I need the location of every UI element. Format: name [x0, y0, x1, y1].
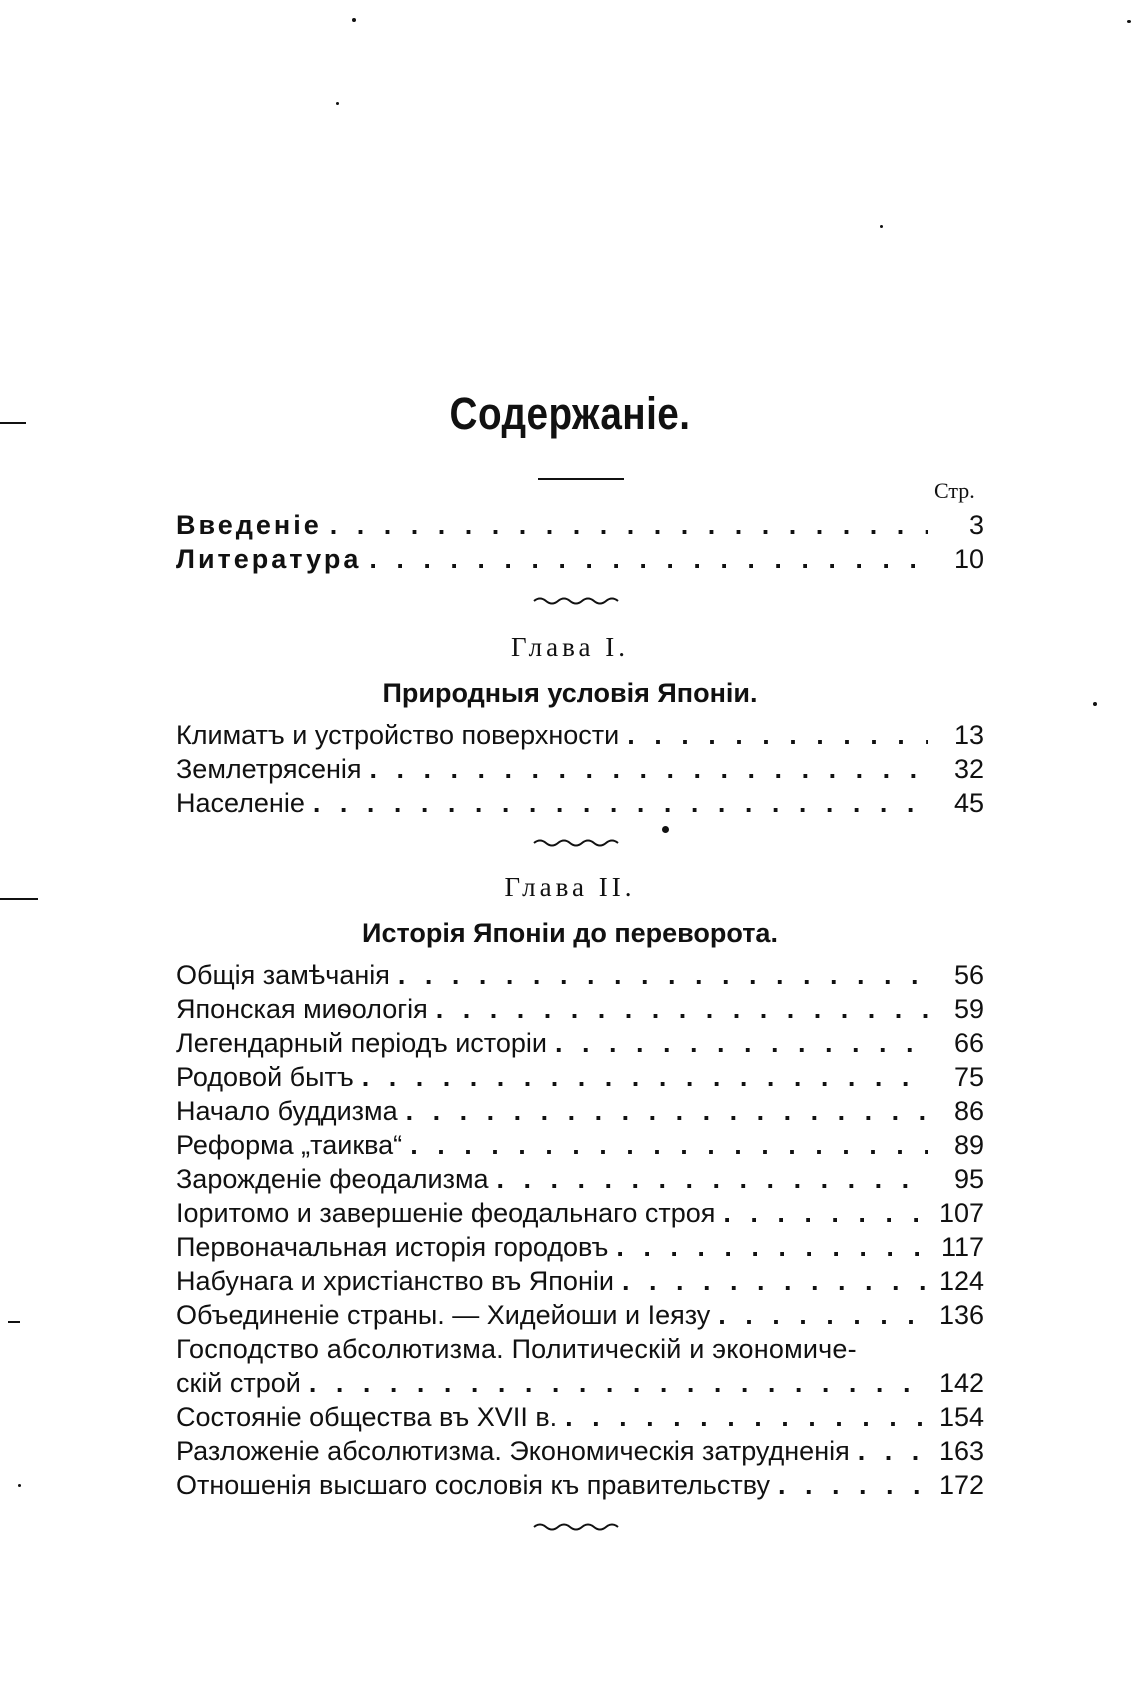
toc-entry-title: Состояніе общества въ XVII в. [176, 1402, 558, 1432]
leader-dots [390, 958, 928, 992]
toc-entry[interactable] [176, 992, 984, 1026]
page-column-label: Стр. [934, 478, 975, 503]
toc-entry-title: Зарожденіе феодализма [176, 1164, 489, 1194]
leader-dots [557, 1400, 928, 1434]
margin-mark [8, 1321, 20, 1323]
toc-entry-page: 136 [938, 1300, 984, 1330]
leader-dots [361, 542, 928, 576]
toc-entry-title: Разложеніе абсолютизма. Экономическія затрудненія [176, 1436, 850, 1466]
toc-entry-page: 86 [953, 1096, 984, 1126]
toc-entry[interactable] [176, 1060, 984, 1094]
speck [662, 826, 669, 833]
chapter-label: Глава I. [511, 632, 629, 662]
page-title: Содержаніе. [449, 388, 691, 439]
leader-dots [305, 786, 928, 820]
toc-entry-page: 45 [953, 788, 984, 818]
toc-entry-title: Отношенія высшаго сословія къ правительству [176, 1470, 770, 1500]
leader-dots [354, 1060, 928, 1094]
toc-entry[interactable] [176, 1264, 984, 1298]
squiggle-divider [532, 836, 624, 850]
toc-entry[interactable] [176, 1094, 984, 1128]
speck [352, 18, 356, 22]
leader-dots [301, 1366, 928, 1400]
toc-entry-title: Объединеніе страны. — Хидейоши и Іеязу [176, 1300, 711, 1330]
toc-entry-page: 154 [938, 1402, 984, 1432]
toc-entry[interactable] [176, 1026, 984, 1060]
toc-entry[interactable] [176, 752, 984, 786]
toc-entry-title: Родовой бытъ [176, 1062, 354, 1092]
toc-entry-page: 3 [968, 510, 984, 540]
title-rule [538, 478, 624, 480]
toc-entry-page: 13 [953, 720, 984, 750]
toc-entry[interactable] [176, 1162, 984, 1196]
toc-entry-page: 10 [953, 544, 984, 574]
leader-dots [614, 1264, 928, 1298]
toc-entry[interactable] [176, 958, 984, 992]
leader-dots [362, 752, 928, 786]
leader-dots [770, 1468, 928, 1502]
toc-entry-title: Начало буддизма [176, 1096, 398, 1126]
toc-entry-page: 117 [940, 1232, 984, 1262]
leader-dots [619, 718, 928, 752]
margin-mark [0, 422, 26, 424]
speck [18, 1484, 21, 1487]
toc-entry-page: 56 [953, 960, 984, 990]
speck [1127, 20, 1131, 23]
leader-dots [322, 508, 928, 542]
toc-entry-title: Землетрясенія [176, 754, 362, 784]
toc-entry[interactable] [176, 1298, 984, 1332]
toc-entry-title: Климатъ и устройство поверхности [176, 720, 620, 750]
toc-entry-page: 89 [953, 1130, 984, 1160]
squiggle-divider [532, 594, 624, 608]
leader-dots [402, 1128, 928, 1162]
toc-entry-title: Первоначальная исторія городовъ [176, 1232, 609, 1262]
toc-entry-page: 66 [953, 1028, 984, 1058]
toc-entry[interactable] [176, 1128, 984, 1162]
chapter-1-list [176, 718, 984, 820]
toc-entry[interactable] [176, 786, 984, 820]
toc-entry-title: Легендарный періодъ исторіи [176, 1028, 547, 1058]
leader-dots [710, 1298, 928, 1332]
toc-entry[interactable] [176, 1196, 984, 1230]
leader-dots [428, 992, 928, 1026]
toc-entry[interactable] [176, 542, 984, 576]
speck [336, 102, 339, 105]
toc-entry-page: 172 [938, 1470, 984, 1500]
toc-entry-page: 142 [938, 1368, 984, 1398]
intro-list [176, 508, 984, 576]
toc-entry-first-line[interactable] [176, 1332, 984, 1366]
toc-entry[interactable] [176, 1366, 984, 1400]
toc-entry[interactable] [176, 718, 984, 752]
leader-dots [850, 1434, 928, 1468]
toc-entry-page: 59 [953, 994, 984, 1024]
toc-entry[interactable] [176, 1230, 984, 1264]
toc-entry[interactable] [176, 1400, 984, 1434]
chapter-2-list [176, 958, 984, 1502]
toc-entry-title: Реформа „таиква“ [176, 1130, 403, 1160]
toc-entry[interactable] [176, 1468, 984, 1502]
chapter-label: Глава II. [504, 872, 636, 902]
toc-entry-page: 163 [938, 1436, 984, 1466]
toc-entry[interactable] [176, 508, 984, 542]
toc-entry-title: Господство абсолютизма. Политическій и экономиче- [176, 1334, 857, 1364]
toc-entry-title: скій строй [176, 1368, 301, 1398]
leader-dots [547, 1026, 928, 1060]
speck [880, 225, 883, 228]
toc-entry-title: Общія замѣчанія [176, 960, 390, 990]
toc-entry-title: Населеніе [176, 788, 305, 818]
toc-entry-page: 75 [953, 1062, 984, 1092]
toc-entry-title: Введеніе [176, 510, 322, 540]
toc-entry-title: Набунага и христіанство въ Японіи [176, 1266, 614, 1296]
toc-entry-title: Японская миѳологія [176, 994, 428, 1024]
toc-entry-page: 95 [953, 1164, 984, 1194]
chapter-title: Природныя условія Японіи. [382, 678, 758, 708]
chapter-title: Исторія Японіи до переворота. [362, 918, 778, 948]
leader-dots [608, 1230, 928, 1264]
toc-entry-title: Іоритомо и завершеніе феодальнаго строя [176, 1198, 716, 1228]
toc-entry-page: 32 [953, 754, 984, 784]
toc-entry-page: 107 [938, 1198, 984, 1228]
toc-entry-page: 124 [938, 1266, 984, 1296]
squiggle-divider [532, 1520, 624, 1534]
leader-dots [398, 1094, 928, 1128]
leader-dots [489, 1162, 928, 1196]
toc-entry-title: Литература [176, 544, 362, 574]
toc-entry[interactable] [176, 1434, 984, 1468]
leader-dots [715, 1196, 928, 1230]
